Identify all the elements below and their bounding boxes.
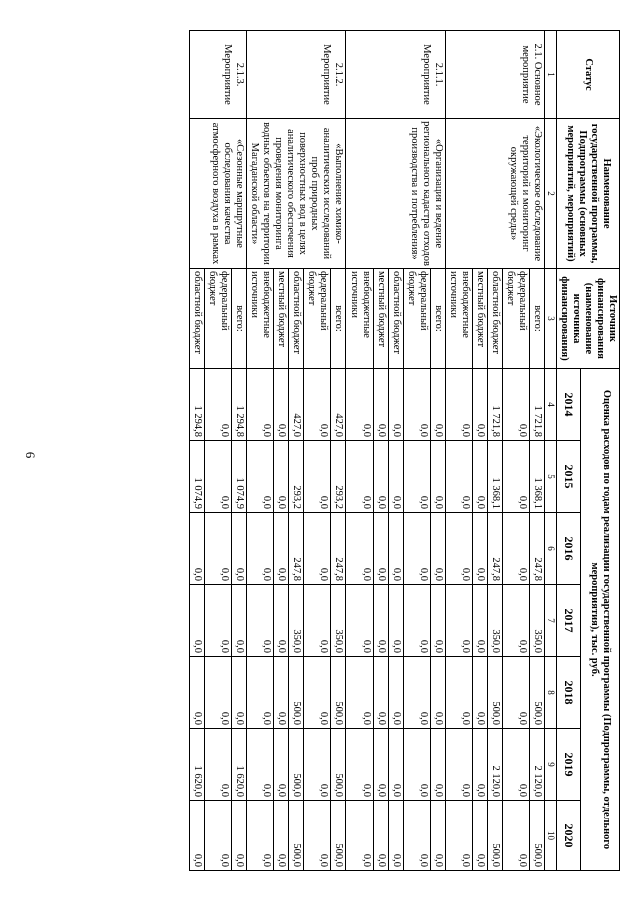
funding-source-cell: местный бюджет [473,269,488,369]
value-cell: 0,0 [503,657,530,729]
value-cell: 500,0 [530,657,545,729]
value-cell: 0,0 [204,369,231,441]
column-number: 3 [545,269,556,369]
funding-source-cell: федеральный бюджет [403,269,430,369]
value-cell: 0,0 [503,441,530,513]
value-cell: 1 368,1 [530,441,545,513]
funding-source-cell: федеральный бюджет [503,269,530,369]
value-cell: 0,0 [373,729,388,801]
value-cell: 0,0 [204,729,231,801]
funding-source-cell: всего: [331,269,346,369]
funding-source-cell: федеральный бюджет [204,269,231,369]
column-number: 6 [545,513,556,585]
value-cell: 0,0 [373,513,388,585]
status-cell: 2.1.2. Мероприятие [246,31,346,119]
value-cell: 0,0 [346,801,373,871]
column-number: 9 [545,729,556,801]
value-cell: 0,0 [445,801,472,871]
value-cell: 0,0 [445,369,472,441]
funding-source-cell: федеральный бюджет [304,269,331,369]
value-cell: 0,0 [473,657,488,729]
value-cell: 0,0 [388,441,403,513]
value-cell: 0,0 [430,369,445,441]
column-number: 7 [545,585,556,657]
column-number: 1 [545,31,556,119]
value-cell: 1 620,0 [231,729,246,801]
value-cell: 0,0 [304,801,331,871]
value-cell: 1 368,1 [488,441,503,513]
value-cell: 0,0 [204,585,231,657]
value-cell: 1 074,9 [231,441,246,513]
value-cell: 350,0 [289,585,304,657]
value-cell: 0,0 [346,657,373,729]
header-year: 2020 [556,801,580,871]
value-cell: 0,0 [346,441,373,513]
value-cell: 247,8 [289,513,304,585]
value-cell: 0,0 [473,801,488,871]
value-cell: 0,0 [430,513,445,585]
rotated-table-container [70,30,620,870]
value-cell: 0,0 [430,729,445,801]
value-cell: 1 620,0 [189,729,204,801]
value-cell: 0,0 [388,585,403,657]
value-cell: 500,0 [289,729,304,801]
value-cell: 0,0 [373,369,388,441]
value-cell: 1 721,8 [488,369,503,441]
value-cell: 0,0 [204,513,231,585]
funding-source-cell: внебюджетные источники [246,269,273,369]
value-cell: 0,0 [246,585,273,657]
value-cell: 0,0 [445,513,472,585]
value-cell: 0,0 [274,729,289,801]
value-cell: 0,0 [430,801,445,871]
value-cell: 0,0 [304,369,331,441]
value-cell: 293,2 [289,441,304,513]
value-cell: 0,0 [246,369,273,441]
program-name-cell: «Организация и ведение регионального кадастра отходов производства и потребления» [346,119,445,269]
value-cell: 0,0 [373,441,388,513]
value-cell: 0,0 [473,729,488,801]
value-cell: 427,0 [331,369,346,441]
value-cell: 0,0 [388,369,403,441]
value-cell: 0,0 [388,729,403,801]
column-numbers-row [545,31,556,871]
value-cell: 0,0 [304,585,331,657]
value-cell: 0,0 [274,585,289,657]
funding-source-cell: областной бюджет [189,269,204,369]
value-cell: 0,0 [189,585,204,657]
value-cell: 0,0 [430,441,445,513]
value-cell: 0,0 [189,513,204,585]
value-cell: 0,0 [430,585,445,657]
value-cell: 0,0 [403,729,430,801]
value-cell: 0,0 [204,801,231,871]
funding-source-cell: всего: [430,269,445,369]
table-row [530,31,545,871]
value-cell: 0,0 [403,801,430,871]
value-cell: 500,0 [331,657,346,729]
value-cell: 0,0 [373,657,388,729]
value-cell: 0,0 [503,513,530,585]
value-cell: 500,0 [289,801,304,871]
value-cell: 0,0 [189,657,204,729]
program-name-cell: «Выполнение химико-аналитических исследований проб природных поверхностных вод в целях аналитического обеспечения проведения мониторинга водных объектов на территории Магаданской области» [246,119,346,269]
value-cell: 500,0 [331,729,346,801]
column-number: 5 [545,441,556,513]
value-cell: 0,0 [473,441,488,513]
value-cell: 0,0 [246,513,273,585]
header-year: 2014 [556,369,580,441]
value-cell: 247,8 [530,513,545,585]
value-cell: 500,0 [530,801,545,871]
value-cell: 0,0 [445,585,472,657]
value-cell: 350,0 [530,585,545,657]
value-cell: 293,2 [331,441,346,513]
value-cell: 0,0 [503,801,530,871]
value-cell: 0,0 [346,585,373,657]
value-cell: 0,0 [246,801,273,871]
status-cell: 2.1.3. Мероприятие [189,31,246,119]
column-number: 8 [545,657,556,729]
value-cell: 0,0 [231,801,246,871]
value-cell: 0,0 [503,585,530,657]
funding-source-cell: всего: [530,269,545,369]
header-name: Наименование государственной программы, Подпрограммы (основных мероприятий, мероприятий) [556,119,619,269]
table-row [231,31,246,871]
column-number: 2 [545,119,556,269]
value-cell: 0,0 [274,513,289,585]
value-cell: 0,0 [445,729,472,801]
value-cell: 0,0 [274,441,289,513]
table-row [430,31,445,871]
header-year: 2016 [556,513,580,585]
value-cell: 0,0 [246,657,273,729]
column-number: 10 [545,801,556,871]
value-cell: 0,0 [304,729,331,801]
value-cell: 0,0 [388,657,403,729]
value-cell: 0,0 [445,657,472,729]
value-cell: 0,0 [503,369,530,441]
value-cell: 0,0 [445,441,472,513]
value-cell: 500,0 [488,801,503,871]
header-year: 2018 [556,657,580,729]
value-cell: 0,0 [274,801,289,871]
value-cell: 0,0 [388,513,403,585]
page-number: 6 [23,451,38,459]
value-cell: 427,0 [289,369,304,441]
status-cell: 2.1.1. Мероприятие [346,31,445,119]
value-cell: 0,0 [403,585,430,657]
value-cell: 0,0 [231,513,246,585]
header-year: 2015 [556,441,580,513]
value-cell: 0,0 [304,657,331,729]
value-cell: 1 721,8 [530,369,545,441]
value-cell: 247,8 [488,513,503,585]
header-year: 2017 [556,585,580,657]
value-cell: 0,0 [189,801,204,871]
value-cell: 350,0 [331,585,346,657]
header-source: Источник финансирования (наименование источника финансирования) [556,269,619,369]
funding-source-cell: местный бюджет [274,269,289,369]
program-name-cell: «Экологическое обследование территорий и мониторинг окружающей среды» [445,119,544,269]
program-name-cell: «Сезонные маршрутные обследования качества атмосферного воздуха в рамках [189,119,246,269]
value-cell: 0,0 [346,729,373,801]
value-cell: 0,0 [274,369,289,441]
value-cell: 1 294,8 [231,369,246,441]
value-cell: 0,0 [304,441,331,513]
value-cell: 0,0 [231,657,246,729]
status-cell: 2.1. Основное мероприятие [445,31,544,119]
value-cell: 0,0 [246,441,273,513]
funding-source-cell: внебюджетные источники [346,269,373,369]
value-cell: 0,0 [373,585,388,657]
value-cell: 0,0 [274,657,289,729]
value-cell: 0,0 [403,657,430,729]
value-cell: 350,0 [488,585,503,657]
value-cell: 1 074,9 [189,441,204,513]
funding-source-cell: внебюджетные источники [445,269,472,369]
table-body [189,31,545,871]
value-cell: 0,0 [503,729,530,801]
value-cell: 0,0 [473,369,488,441]
value-cell: 0,0 [473,513,488,585]
value-cell: 0,0 [430,657,445,729]
value-cell: 2 120,0 [488,729,503,801]
value-cell: 0,0 [373,801,388,871]
table-row [331,31,346,871]
column-number: 4 [545,369,556,441]
funding-source-cell: областной бюджет [488,269,503,369]
value-cell: 0,0 [346,369,373,441]
funding-source-cell: местный бюджет [373,269,388,369]
funding-table [189,30,620,871]
header-estimate: Оценка расходов по годам реализации государственной программы (Подпрограммы, отдельного мероприятия), тыс. руб. [580,369,619,871]
header-status: Статус [556,31,619,119]
value-cell: 500,0 [331,801,346,871]
value-cell: 500,0 [289,657,304,729]
value-cell: 0,0 [231,585,246,657]
funding-source-cell: всего: [231,269,246,369]
value-cell: 1 294,8 [189,369,204,441]
value-cell: 0,0 [304,513,331,585]
value-cell: 0,0 [403,513,430,585]
funding-source-cell: областной бюджет [388,269,403,369]
value-cell: 0,0 [204,441,231,513]
value-cell: 500,0 [488,657,503,729]
value-cell: 0,0 [473,585,488,657]
value-cell: 0,0 [346,513,373,585]
value-cell: 2 120,0 [530,729,545,801]
value-cell: 0,0 [204,657,231,729]
funding-source-cell: областной бюджет [289,269,304,369]
value-cell: 0,0 [388,801,403,871]
value-cell: 247,8 [331,513,346,585]
value-cell: 0,0 [403,441,430,513]
value-cell: 0,0 [246,729,273,801]
value-cell: 0,0 [403,369,430,441]
header-year: 2019 [556,729,580,801]
